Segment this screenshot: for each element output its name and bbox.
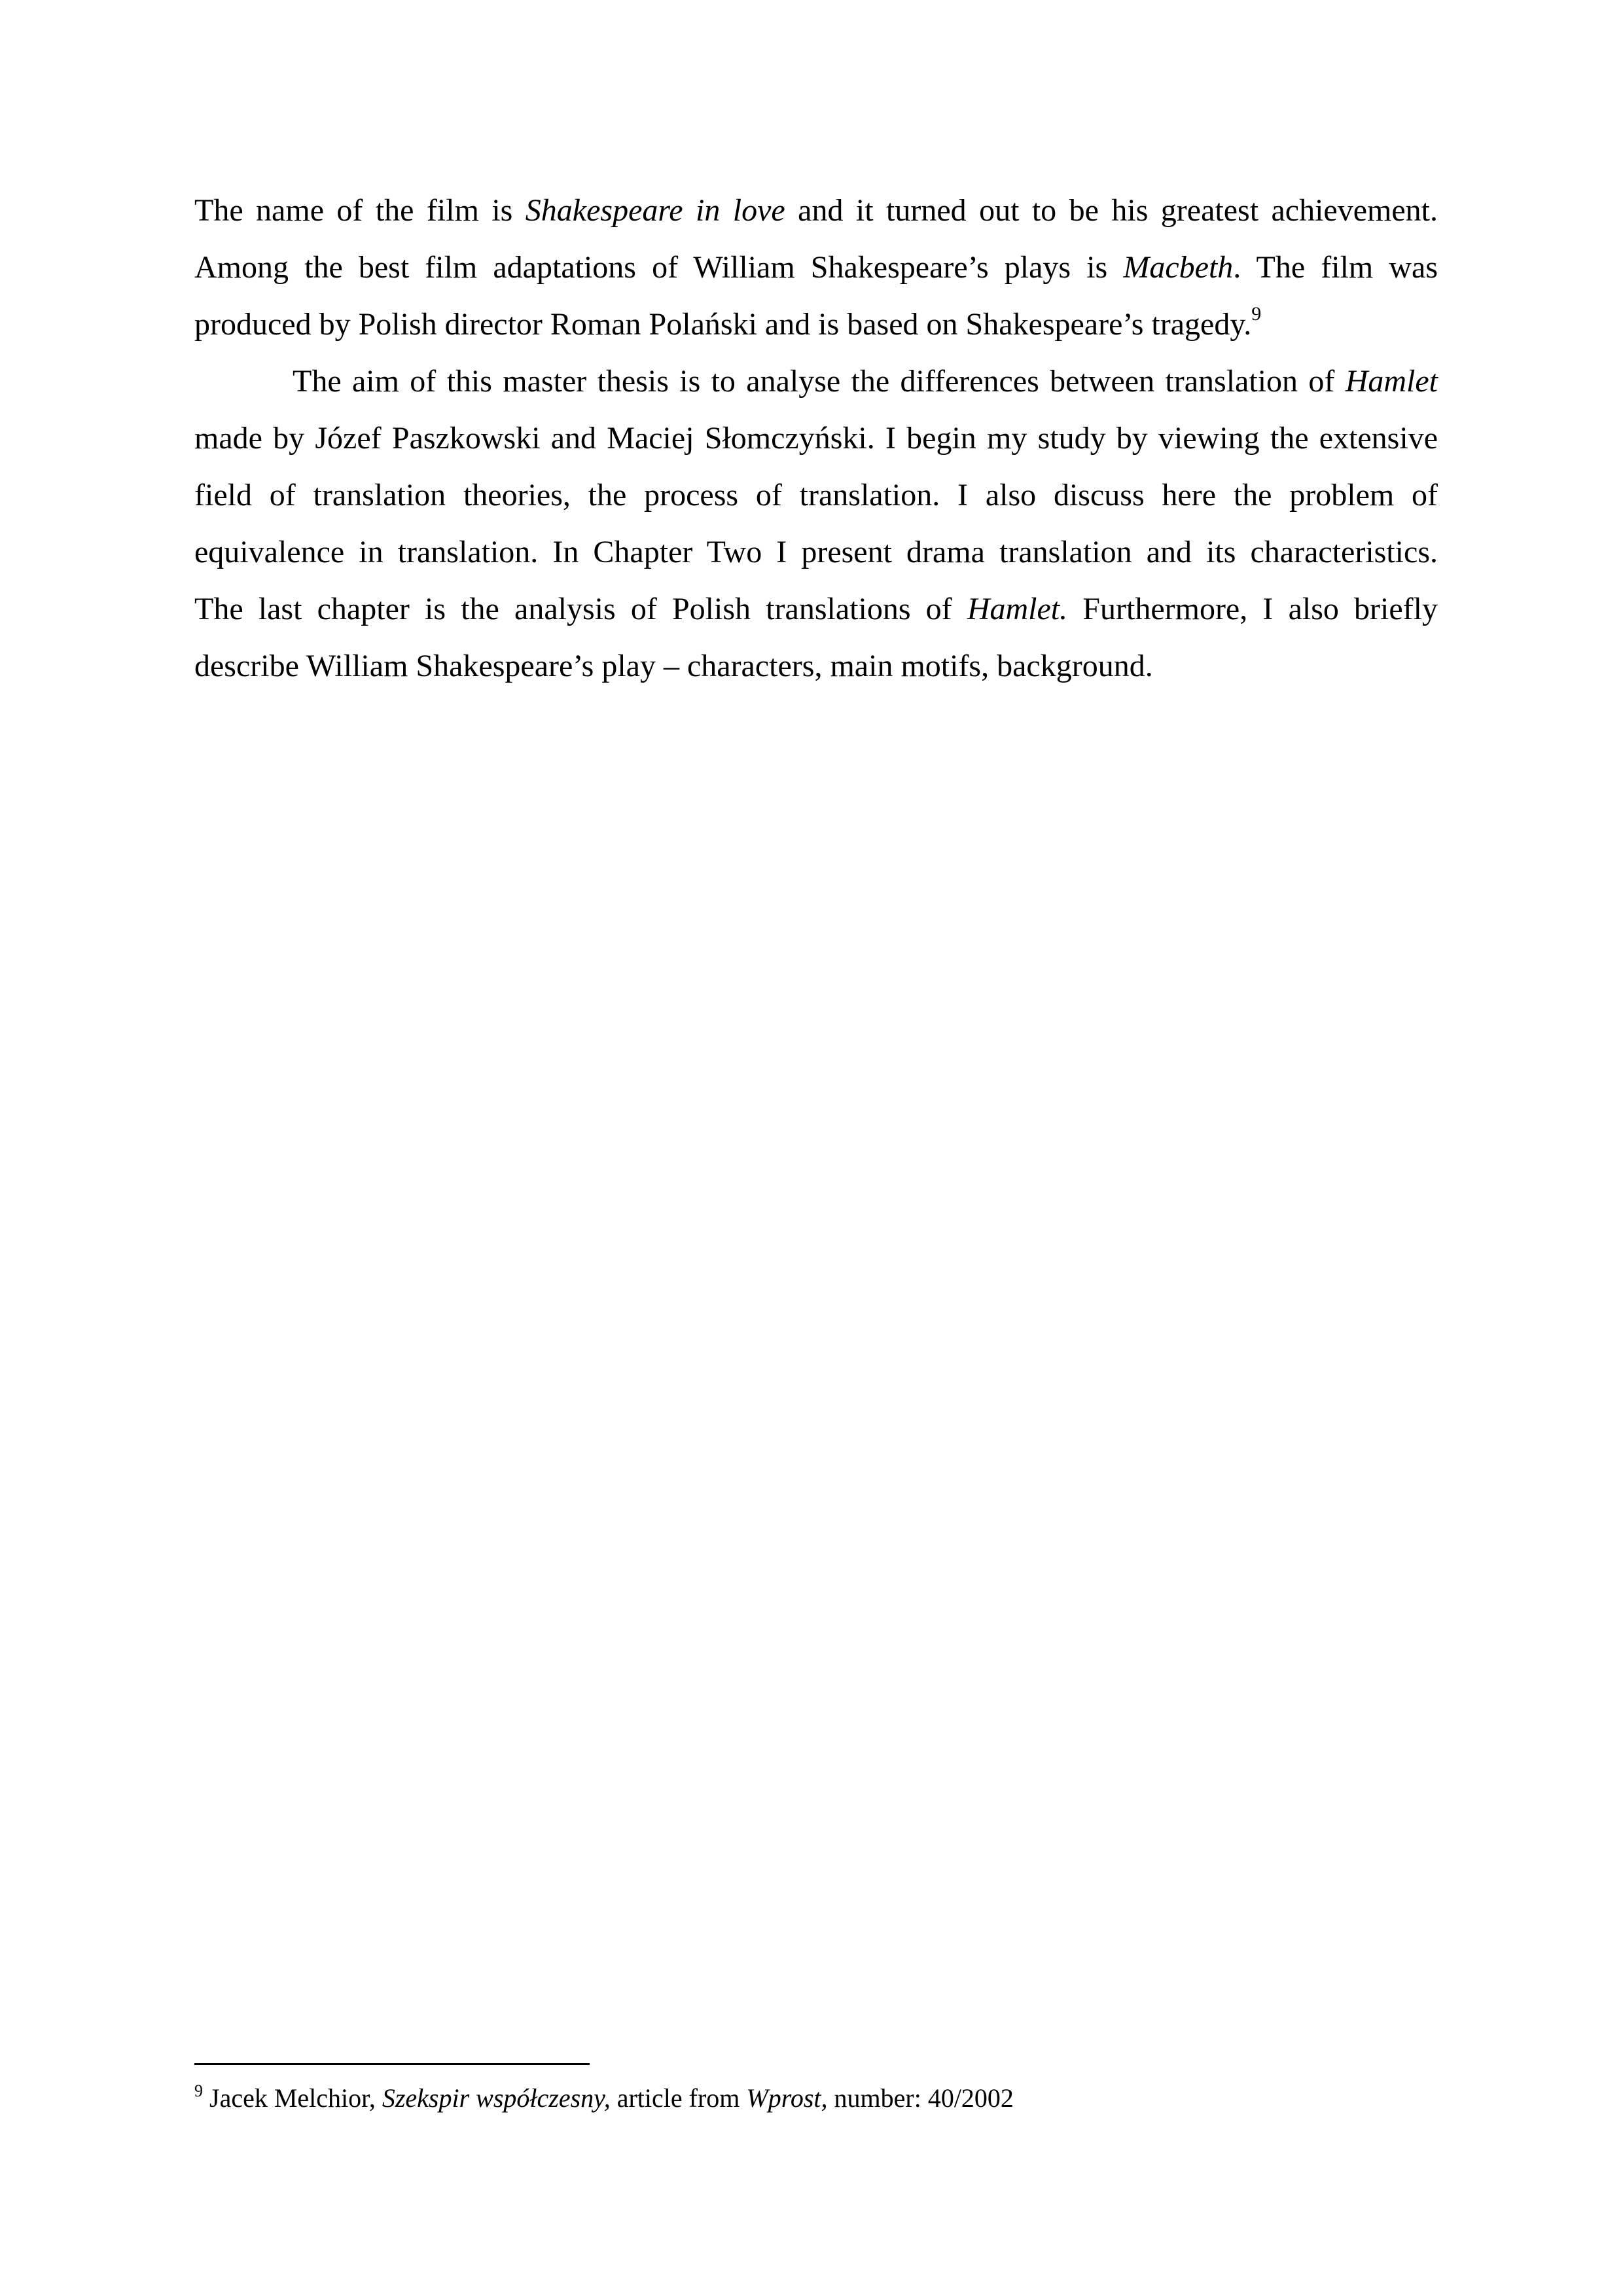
paragraph-2-line-5 <box>194 581 1438 637</box>
paragraph-2-line-6 <box>194 637 1438 694</box>
text-span: The last chapter is the analysis of Polish translations of <box>194 592 967 626</box>
text-span: The aim of this master thesis is to analyse the differences between translation of <box>293 364 1346 399</box>
text-span: field of translation theories, the process of translation. I also discuss here the problem of <box>194 478 1438 512</box>
text-span: equivalence in translation. In Chapter Two I present drama translation and its characteristics. <box>194 535 1438 569</box>
film-title-shakespeare-in-love: Shakespeare in love <box>525 193 785 228</box>
text-span: made by Józef Paszkowski and Maciej Słomczyński. I begin my study by viewing the extensive <box>194 421 1438 456</box>
footnote-issue: number: 40/2002 <box>827 2083 1014 2113</box>
paragraph-2-line-4 <box>194 524 1438 581</box>
text-span: Among the best film adaptations of William Shakespeare’s plays is <box>194 250 1124 285</box>
play-title-hamlet: Hamlet <box>1345 364 1438 399</box>
text-span: describe William Shakespeare’s play – characters, main motifs, background. <box>194 649 1153 683</box>
footnote-number: 9 <box>194 2081 203 2100</box>
film-title-macbeth: Macbeth <box>1123 250 1234 285</box>
text-span: and it turned out to be his greatest achievement. <box>785 193 1438 228</box>
play-title-hamlet: Hamlet. <box>967 592 1068 626</box>
text-span: produced by Polish director Roman Polański and is based on Shakespeare’s tragedy. <box>194 307 1252 342</box>
footnote-separator <box>194 2063 590 2065</box>
paragraph-1-line-2 <box>194 239 1438 296</box>
text-span: article from <box>610 2083 747 2113</box>
text-span: . The film was <box>1233 250 1438 285</box>
paragraph-1-line-3 <box>194 296 1438 353</box>
footnote-source: Wprost, <box>746 2083 828 2113</box>
footnote-title: Szekspir współczesny, <box>382 2083 611 2113</box>
paragraph-2-line-1 <box>194 353 1438 410</box>
text-span: Furthermore, I also briefly <box>1067 592 1438 626</box>
paragraph-2-line-3 <box>194 467 1438 524</box>
footnote-9 <box>194 2081 1438 2115</box>
footnote-reference[interactable]: 9 <box>1251 303 1262 325</box>
body-text <box>194 182 1438 694</box>
paragraph-1-line-1 <box>194 182 1438 239</box>
text-span: The name of the film is <box>194 193 526 228</box>
paragraph-2-line-2 <box>194 410 1438 467</box>
footnote-author: Jacek Melchior, <box>203 2083 382 2113</box>
